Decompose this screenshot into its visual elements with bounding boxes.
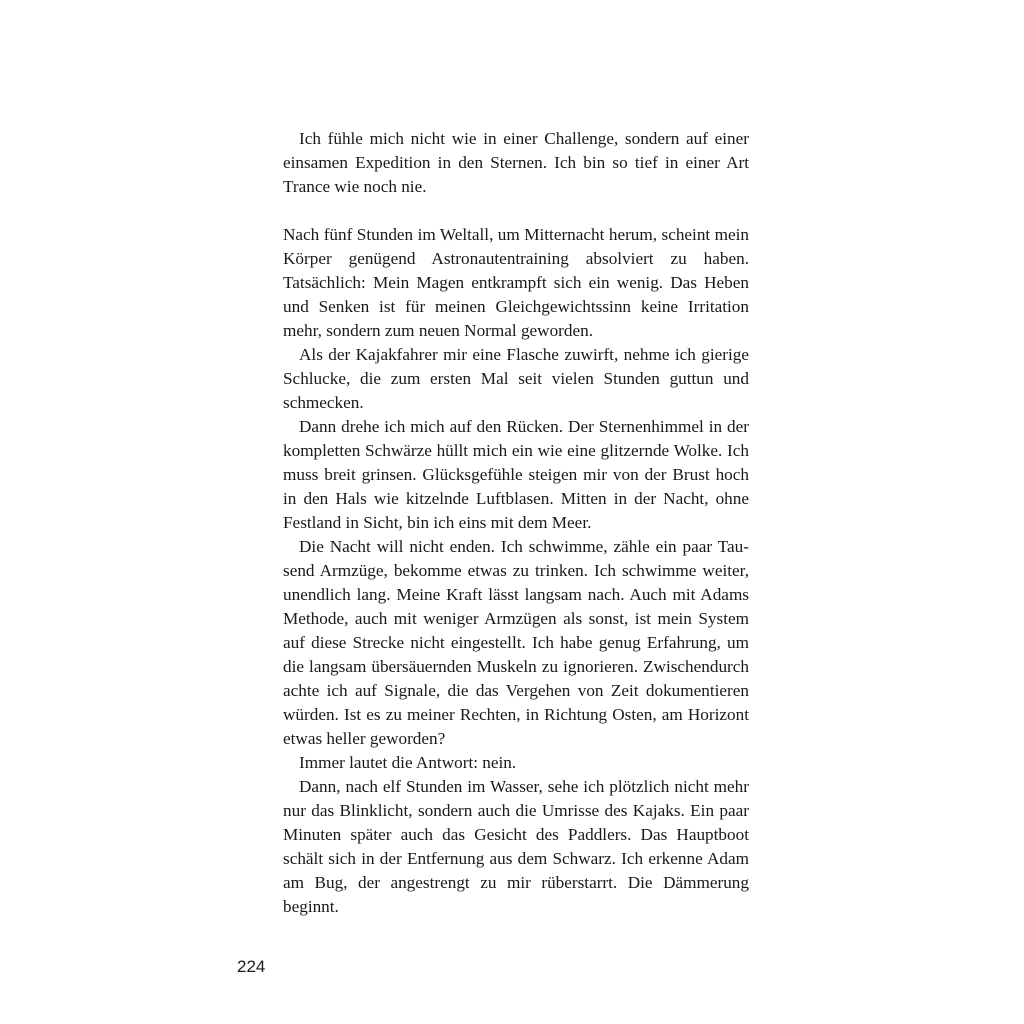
paragraph: Als der Kajakfahrer mir eine Flasche zuwirft, nehme ich gierige Schlucke, die zum ersten Mal seit vielen Stunden guttun und schmecken. xyxy=(283,345,749,412)
paragraph: Immer lautet die Antwort: nein. xyxy=(299,753,517,772)
page-number: 224 xyxy=(237,957,266,976)
paragraph: Die Nacht will nicht enden. Ich schwimme, zähle ein paar Tausend Armzüge, bekomme etwas zu trinken. Ich schwimme weiter, unendlich lang. Meine Kraft lässt langsam nach. Auch mit Adams Methode, auch mit weniger Armzügen als sonst, ist mein System auf diese Strecke nicht eingestellt. Ich habe genug Erfahrung, um die langsam übersäuernden Muskeln zu ignorieren. Zwischendurch achte ich auf Signale, die das Vergehen von Zeit dokumentieren würden. Ist es zu meiner Rechten, in Richtung Osten, am Horizont etwas heller geworden? xyxy=(283,537,749,748)
paragraph: Dann drehe ich mich auf den Rücken. Der Sternenhimmel in der kompletten Schwärze hüllt mich ein wie eine glitzernde Wolke. Ich muss breit grinsen. Glücksgefühle steigen mir von der Brust hoch in den Hals wie kitzelnde Luftblasen. Mitten in der Nacht, ohne Festland in Sicht, bin ich eins mit dem Meer. xyxy=(283,417,749,532)
paragraph: Ich fühle mich nicht wie in einer Challenge, sondern auf einer einsamen Expedition in den Sternen. Ich bin so tief in einer Art Trance wie noch nie. xyxy=(283,129,749,196)
section-break xyxy=(283,199,749,223)
paragraph: Dann, nach elf Stunden im Wasser, sehe ich plötzlich nicht mehr nur das Blinklicht, sondern auch die Umrisse des Kajaks. Ein paar Minuten später auch das Gesicht des Paddlers. Das Hauptboot schält sich in der Entfernung aus dem Schwarz. Ich erkenne Adam am Bug, der angestrengt zu mir rüberstarrt. Die Dämmerung beginnt. xyxy=(283,777,749,916)
body-text xyxy=(283,127,749,919)
paragraph: Nach fünf Stunden im Weltall, um Mitternacht herum, scheint mein Körper genügend Astronautentraining absolviert zu haben. Tatsächlich: Mein Magen entkrampft sich ein wenig. Das Heben und Senken ist für meinen Gleichgewichtssinn keine Irritation mehr, sondern zum neuen Normal geworden. xyxy=(283,225,749,340)
